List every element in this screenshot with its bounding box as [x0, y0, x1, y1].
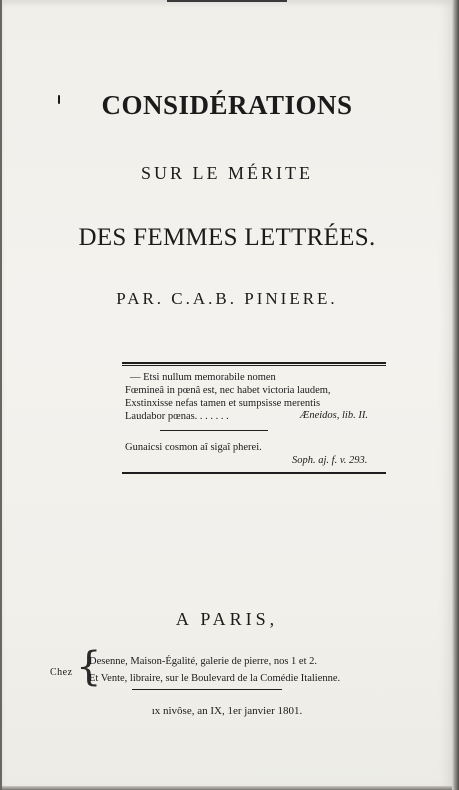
- page-right-edge: [452, 0, 459, 790]
- top-binding-mark: [167, 0, 287, 2]
- epigraph-line-4: Laudabor pœnas. . . . . . .: [125, 411, 229, 422]
- publisher-label: Chez: [50, 667, 73, 678]
- epigraph-line-2: Fœmineâ in pœnâ est, nec habet victoria laudem,: [125, 385, 331, 396]
- publisher-line-2: Et Vente, libraire, sur le Boulevard de la Comédie Italienne.: [89, 673, 341, 684]
- title-line-2: SUR LE MÉRITE: [141, 163, 313, 183]
- epigraph-top-rule-thin: [122, 365, 386, 366]
- page-bottom-edge: [2, 786, 454, 790]
- epigraph-bottom-rule: [122, 472, 386, 474]
- publisher-line-1: Desenne, Maison-Égalité, galerie de pierre, nos 1 et 2.: [89, 656, 318, 667]
- epigraph-greek-line: Gunaicsi cosmon aî sigaî pherei.: [125, 442, 262, 453]
- publication-date: ıx nivôse, an IX, 1er janvier 1801.: [151, 705, 303, 717]
- title-line-3: DES FEMMES LETTRÉES.: [78, 224, 376, 251]
- epigraph-top-rule: [122, 362, 386, 364]
- epigraph-line-3: Exstinxisse nefas tamen et sumpsisse merentis: [125, 398, 321, 409]
- epigraph-middle-rule: [160, 430, 268, 431]
- epigraph-line-1: — Etsi nullum memorabile nomen: [130, 372, 276, 383]
- title-page: [2, 0, 452, 790]
- epigraph-source-sophocles: Soph. aj. f. v. 293.: [292, 455, 368, 466]
- brace-icon: {: [76, 644, 102, 690]
- imprint-rule: [132, 689, 282, 690]
- author-line: PAR. C.A.B. PINIERE.: [116, 289, 338, 308]
- title-line-1: CONSIDÉRATIONS: [101, 90, 353, 120]
- place-of-publication: A PARIS,: [175, 609, 279, 629]
- epigraph-source-virgil: Æneidos, lib. II.: [300, 410, 368, 421]
